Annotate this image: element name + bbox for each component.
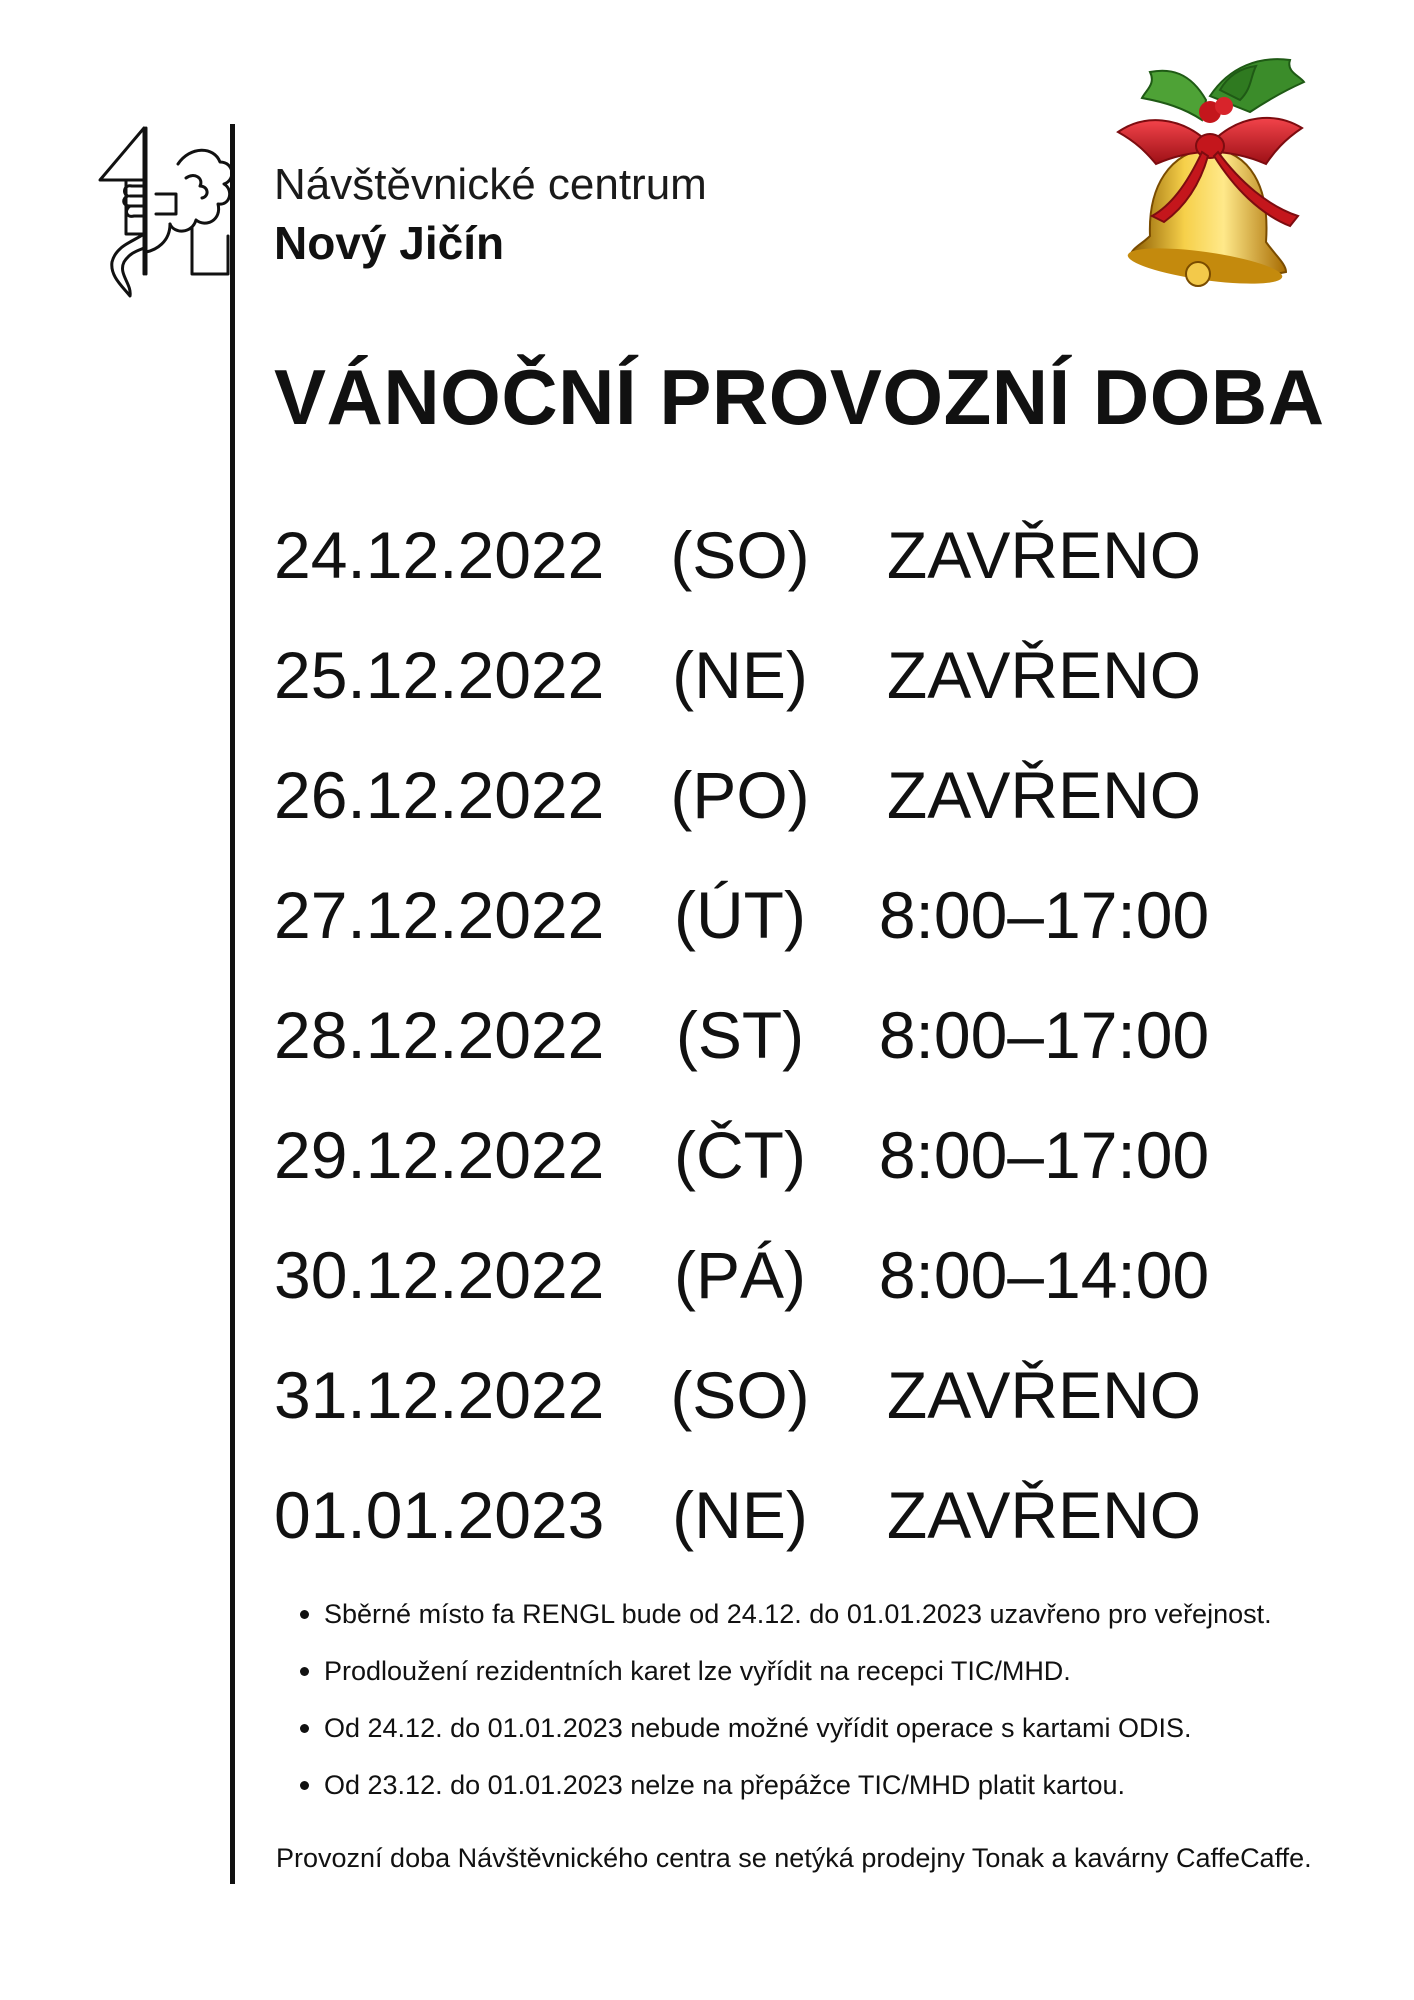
schedule-status: 8:00–17:00 bbox=[878, 878, 1210, 952]
schedule-date: 26.12.2022 bbox=[274, 758, 605, 832]
schedule-status: ZAVŘENO bbox=[886, 638, 1202, 712]
schedule-date: 29.12.2022 bbox=[274, 1118, 605, 1192]
schedule-date: 27.12.2022 bbox=[274, 878, 605, 952]
schedule-status: ZAVŘENO bbox=[886, 1478, 1202, 1552]
schedule-row bbox=[274, 870, 1274, 990]
schedule-date: 30.12.2022 bbox=[274, 1238, 605, 1312]
vertical-divider-line bbox=[230, 124, 235, 1884]
note-item: Prodloužení rezidentních karet lze vyřídit na recepci TIC/MHD. bbox=[300, 1651, 1272, 1708]
schedule-date: 25.12.2022 bbox=[274, 638, 605, 712]
schedule-day: (ČT) bbox=[674, 1118, 806, 1192]
christmas-bell-icon bbox=[1090, 56, 1320, 306]
schedule-day: (ÚT) bbox=[674, 878, 806, 952]
schedule-date: 31.12.2022 bbox=[274, 1358, 605, 1432]
schedule-day: (ST) bbox=[675, 998, 805, 1072]
note-item: Od 23.12. do 01.01.2023 nelze na přepážce TIC/MHD platit kartou. bbox=[300, 1765, 1272, 1822]
schedule-status: ZAVŘENO bbox=[886, 1358, 1202, 1432]
schedule-row bbox=[274, 1230, 1274, 1350]
schedule-table bbox=[274, 510, 1274, 1590]
page-title: VÁNOČNÍ PROVOZNÍ DOBA bbox=[274, 353, 1325, 441]
schedule-row bbox=[274, 630, 1274, 750]
schedule-row bbox=[274, 1110, 1274, 1230]
schedule-status: 8:00–14:00 bbox=[878, 1238, 1210, 1312]
footer-note: Provozní doba Návštěvnického centra se netýká prodejny Tonak a kavárny CaffeCaffe. bbox=[276, 1843, 1312, 1873]
city-coat-of-arms-logo-icon bbox=[96, 124, 236, 300]
note-item: Od 24.12. do 01.01.2023 nebude možné vyřídit operace s kartami ODIS. bbox=[300, 1708, 1272, 1765]
schedule-status: 8:00–17:00 bbox=[878, 998, 1210, 1072]
schedule-status: 8:00–17:00 bbox=[878, 1118, 1210, 1192]
schedule-row bbox=[274, 1470, 1274, 1590]
notes-list bbox=[300, 1594, 1272, 1822]
schedule-status: ZAVŘENO bbox=[886, 518, 1202, 592]
note-item: Sběrné místo fa RENGL bude od 24.12. do 01.01.2023 uzavřeno pro veřejnost. bbox=[300, 1594, 1272, 1651]
organization-name bbox=[274, 156, 707, 272]
schedule-row bbox=[274, 510, 1274, 630]
schedule-row bbox=[274, 750, 1274, 870]
schedule-day: (NE) bbox=[672, 638, 808, 712]
schedule-row bbox=[274, 990, 1274, 1110]
schedule-day: (NE) bbox=[672, 1478, 808, 1552]
schedule-row bbox=[274, 1350, 1274, 1470]
schedule-day: (PO) bbox=[670, 758, 810, 832]
organization-name-line2: Nový Jičín bbox=[274, 217, 505, 269]
organization-name-line1: Návštěvnické centrum bbox=[274, 160, 707, 209]
schedule-date: 24.12.2022 bbox=[274, 518, 605, 592]
schedule-date: 28.12.2022 bbox=[274, 998, 605, 1072]
schedule-day: (PÁ) bbox=[674, 1238, 806, 1312]
schedule-day: (SO) bbox=[670, 518, 810, 592]
schedule-day: (SO) bbox=[670, 1358, 810, 1432]
schedule-status: ZAVŘENO bbox=[886, 758, 1202, 832]
schedule-date: 01.01.2023 bbox=[274, 1478, 605, 1552]
